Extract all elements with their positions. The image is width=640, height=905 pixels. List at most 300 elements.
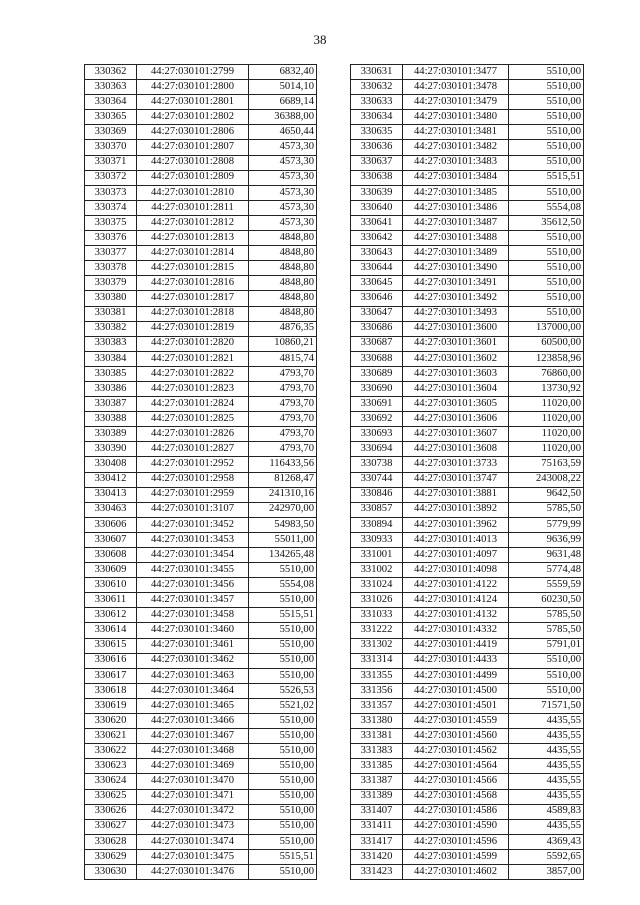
table-row (85, 457, 317, 472)
cadastral-value-cell: 5515,51 (249, 608, 317, 623)
table-row (85, 170, 317, 185)
cadastral-value-cell: 5785,50 (509, 608, 584, 623)
object-id-cell: 330618 (85, 683, 137, 698)
cadastral-value-cell: 5510,00 (249, 804, 317, 819)
cadastral-number-cell: 44:27:030101:3471 (137, 789, 249, 804)
object-id-cell: 330627 (85, 819, 137, 834)
object-id-cell: 330617 (85, 668, 137, 683)
cadastral-value-cell: 4369,43 (509, 834, 584, 849)
cadastral-number-cell: 44:27:030101:2811 (137, 200, 249, 215)
cadastral-value-cell: 11020,00 (509, 427, 584, 442)
table-row (85, 472, 317, 487)
cadastral-number-cell: 44:27:030101:3464 (137, 683, 249, 698)
object-id-cell: 330608 (85, 548, 137, 563)
table-row (351, 487, 584, 502)
object-id-cell: 330372 (85, 170, 137, 185)
object-id-cell: 331222 (351, 623, 403, 638)
cadastral-number-cell: 44:27:030101:4433 (403, 653, 509, 668)
cadastral-value-cell: 5510,00 (509, 668, 584, 683)
object-id-cell: 330363 (85, 80, 137, 95)
cadastral-value-cell: 4573,30 (249, 185, 317, 200)
cadastral-number-cell: 44:27:030101:3608 (403, 442, 509, 457)
cadastral-value-cell: 13730,92 (509, 381, 584, 396)
cadastral-value-cell: 4848,80 (249, 276, 317, 291)
table-row (351, 306, 584, 321)
cadastral-value-cell: 4435,55 (509, 819, 584, 834)
cadastral-number-cell: 44:27:030101:3492 (403, 291, 509, 306)
cadastral-number-cell: 44:27:030101:2824 (137, 397, 249, 412)
cadastral-number-cell: 44:27:030101:3480 (403, 110, 509, 125)
cadastral-number-cell: 44:27:030101:3460 (137, 623, 249, 638)
cadastral-value-cell: 4848,80 (249, 261, 317, 276)
cadastral-value-cell: 5510,00 (509, 231, 584, 246)
table-row (351, 155, 584, 170)
cadastral-number-cell: 44:27:030101:3462 (137, 653, 249, 668)
cadastral-number-cell: 44:27:030101:2802 (137, 110, 249, 125)
table-row (85, 593, 317, 608)
object-id-cell: 330630 (85, 864, 137, 879)
table-row (85, 744, 317, 759)
cadastral-number-cell: 44:27:030101:4124 (403, 593, 509, 608)
cadastral-number-cell: 44:27:030101:2825 (137, 412, 249, 427)
object-id-cell: 331033 (351, 608, 403, 623)
cadastral-number-cell: 44:27:030101:3490 (403, 261, 509, 276)
cadastral-value-cell: 4435,55 (509, 714, 584, 729)
object-id-cell: 331357 (351, 698, 403, 713)
object-id-cell: 330634 (351, 110, 403, 125)
cadastral-number-cell: 44:27:030101:2813 (137, 231, 249, 246)
cadastral-value-cell: 5510,00 (249, 638, 317, 653)
cadastral-value-cell: 81268,47 (249, 472, 317, 487)
cadastral-value-cell: 9636,99 (509, 532, 584, 547)
table-row (351, 231, 584, 246)
cadastral-value-cell: 5510,00 (249, 729, 317, 744)
table-row (85, 774, 317, 789)
cadastral-value-cell: 4435,55 (509, 774, 584, 789)
object-id-cell: 330382 (85, 321, 137, 336)
table-row (351, 683, 584, 698)
object-id-cell: 330633 (351, 95, 403, 110)
cadastral-number-cell: 44:27:030101:2820 (137, 336, 249, 351)
table-row (85, 653, 317, 668)
cadastral-value-cell: 5515,51 (509, 170, 584, 185)
table-row (351, 819, 584, 834)
table-row (85, 548, 317, 563)
object-id-cell: 330379 (85, 276, 137, 291)
object-id-cell: 330632 (351, 80, 403, 95)
table-row (85, 366, 317, 381)
table-row (351, 200, 584, 215)
cadastral-number-cell: 44:27:030101:2812 (137, 215, 249, 230)
cadastral-value-cell: 243008,22 (509, 472, 584, 487)
table-row (351, 291, 584, 306)
object-id-cell: 330619 (85, 698, 137, 713)
object-id-cell: 331423 (351, 864, 403, 879)
table-row (85, 261, 317, 276)
cadastral-value-cell: 5510,00 (509, 125, 584, 140)
table-row (351, 412, 584, 427)
object-id-cell: 330857 (351, 502, 403, 517)
cadastral-value-cell: 5510,00 (509, 683, 584, 698)
object-id-cell: 331355 (351, 668, 403, 683)
object-id-cell: 331001 (351, 548, 403, 563)
table-row (85, 849, 317, 864)
object-id-cell: 330373 (85, 185, 137, 200)
table-row (351, 351, 584, 366)
object-id-cell: 330389 (85, 427, 137, 442)
cadastral-number-cell: 44:27:030101:2817 (137, 291, 249, 306)
object-id-cell: 330622 (85, 744, 137, 759)
object-id-cell: 330643 (351, 246, 403, 261)
cadastral-number-cell: 44:27:030101:3602 (403, 351, 509, 366)
page-number: 38 (313, 32, 327, 47)
table-row (85, 487, 317, 502)
cadastral-value-cell: 5510,00 (509, 80, 584, 95)
object-id-cell: 330383 (85, 336, 137, 351)
cadastral-value-cell: 242970,00 (249, 502, 317, 517)
cadastral-value-cell: 6689,14 (249, 95, 317, 110)
object-id-cell: 330412 (85, 472, 137, 487)
cadastral-number-cell: 44:27:030101:2821 (137, 351, 249, 366)
right-table-body (351, 65, 584, 880)
cadastral-value-cell: 9631,48 (509, 548, 584, 563)
cadastral-number-cell: 44:27:030101:3604 (403, 381, 509, 396)
cadastral-number-cell: 44:27:030101:2827 (137, 442, 249, 457)
cadastral-value-cell: 5510,00 (509, 185, 584, 200)
object-id-cell: 330384 (85, 351, 137, 366)
cadastral-number-cell: 44:27:030101:3962 (403, 517, 509, 532)
left-cadastral-table (84, 64, 317, 880)
table-row (85, 95, 317, 110)
object-id-cell: 330413 (85, 487, 137, 502)
table-row (351, 427, 584, 442)
cadastral-number-cell: 44:27:030101:4500 (403, 683, 509, 698)
cadastral-value-cell: 5014,10 (249, 80, 317, 95)
table-row (351, 638, 584, 653)
cadastral-number-cell: 44:27:030101:3465 (137, 698, 249, 713)
cadastral-value-cell: 4793,70 (249, 381, 317, 396)
cadastral-value-cell: 5510,00 (249, 819, 317, 834)
cadastral-value-cell: 4589,83 (509, 804, 584, 819)
table-row (351, 80, 584, 95)
object-id-cell: 330624 (85, 774, 137, 789)
object-id-cell: 331389 (351, 789, 403, 804)
cadastral-value-cell: 5510,00 (509, 276, 584, 291)
table-row (85, 442, 317, 457)
cadastral-number-cell: 44:27:030101:3456 (137, 578, 249, 593)
table-row (85, 714, 317, 729)
object-id-cell: 331387 (351, 774, 403, 789)
object-id-cell: 330380 (85, 291, 137, 306)
table-row (85, 864, 317, 879)
cadastral-value-cell: 5791,01 (509, 638, 584, 653)
cadastral-value-cell: 55011,00 (249, 532, 317, 547)
cadastral-value-cell: 4848,80 (249, 231, 317, 246)
cadastral-number-cell: 44:27:030101:4332 (403, 623, 509, 638)
table-row (351, 578, 584, 593)
cadastral-number-cell: 44:27:030101:2799 (137, 65, 249, 80)
cadastral-value-cell: 5510,00 (249, 714, 317, 729)
cadastral-value-cell: 75163,59 (509, 457, 584, 472)
table-row (351, 759, 584, 774)
cadastral-number-cell: 44:27:030101:2822 (137, 366, 249, 381)
object-id-cell: 330686 (351, 321, 403, 336)
table-row (351, 729, 584, 744)
cadastral-number-cell: 44:27:030101:2816 (137, 276, 249, 291)
object-id-cell: 330693 (351, 427, 403, 442)
cadastral-value-cell: 5510,00 (509, 291, 584, 306)
table-row (351, 517, 584, 532)
table-row (351, 397, 584, 412)
cadastral-number-cell: 44:27:030101:3747 (403, 472, 509, 487)
object-id-cell: 330620 (85, 714, 137, 729)
cadastral-value-cell: 54983,50 (249, 517, 317, 532)
object-id-cell: 330639 (351, 185, 403, 200)
cadastral-number-cell: 44:27:030101:2807 (137, 140, 249, 155)
cadastral-number-cell: 44:27:030101:3458 (137, 608, 249, 623)
cadastral-number-cell: 44:27:030101:3485 (403, 185, 509, 200)
cadastral-number-cell: 44:27:030101:4499 (403, 668, 509, 683)
cadastral-number-cell: 44:27:030101:2818 (137, 306, 249, 321)
object-id-cell: 330387 (85, 397, 137, 412)
cadastral-number-cell: 44:27:030101:3477 (403, 65, 509, 80)
cadastral-value-cell: 5510,00 (509, 95, 584, 110)
cadastral-number-cell: 44:27:030101:3479 (403, 95, 509, 110)
table-row (351, 276, 584, 291)
cadastral-number-cell: 44:27:030101:3733 (403, 457, 509, 472)
table-row (351, 563, 584, 578)
table-row (85, 729, 317, 744)
cadastral-value-cell: 4793,70 (249, 442, 317, 457)
table-row (85, 427, 317, 442)
cadastral-number-cell: 44:27:030101:4566 (403, 774, 509, 789)
cadastral-value-cell: 5510,00 (249, 744, 317, 759)
object-id-cell: 330614 (85, 623, 137, 638)
cadastral-value-cell: 5510,00 (509, 246, 584, 261)
object-id-cell: 330647 (351, 306, 403, 321)
cadastral-number-cell: 44:27:030101:4013 (403, 532, 509, 547)
cadastral-value-cell: 5779,99 (509, 517, 584, 532)
cadastral-number-cell: 44:27:030101:3601 (403, 336, 509, 351)
object-id-cell: 331420 (351, 849, 403, 864)
table-row (85, 698, 317, 713)
object-id-cell: 330370 (85, 140, 137, 155)
table-row (351, 261, 584, 276)
cadastral-value-cell: 3857,00 (509, 864, 584, 879)
table-row (351, 548, 584, 563)
table-row (351, 246, 584, 261)
object-id-cell: 330625 (85, 789, 137, 804)
cadastral-value-cell: 4848,80 (249, 246, 317, 261)
cadastral-value-cell: 5510,00 (509, 155, 584, 170)
object-id-cell: 330635 (351, 125, 403, 140)
cadastral-number-cell: 44:27:030101:3455 (137, 563, 249, 578)
table-row (85, 200, 317, 215)
cadastral-number-cell: 44:27:030101:4097 (403, 548, 509, 563)
object-id-cell: 330381 (85, 306, 137, 321)
object-id-cell: 330609 (85, 563, 137, 578)
table-row (351, 849, 584, 864)
table-row (85, 532, 317, 547)
object-id-cell: 330615 (85, 638, 137, 653)
table-row (85, 140, 317, 155)
cadastral-number-cell: 44:27:030101:3483 (403, 155, 509, 170)
cadastral-number-cell: 44:27:030101:3467 (137, 729, 249, 744)
cadastral-number-cell: 44:27:030101:3107 (137, 502, 249, 517)
cadastral-value-cell: 5510,00 (249, 789, 317, 804)
table-row (85, 155, 317, 170)
cadastral-value-cell: 4573,30 (249, 170, 317, 185)
object-id-cell: 331383 (351, 744, 403, 759)
cadastral-number-cell: 44:27:030101:3478 (403, 80, 509, 95)
object-id-cell: 331417 (351, 834, 403, 849)
cadastral-value-cell: 11020,00 (509, 442, 584, 457)
cadastral-value-cell: 36388,00 (249, 110, 317, 125)
table-row (351, 457, 584, 472)
table-row (85, 321, 317, 336)
object-id-cell: 330376 (85, 231, 137, 246)
cadastral-number-cell: 44:27:030101:3470 (137, 774, 249, 789)
object-id-cell: 330606 (85, 517, 137, 532)
object-id-cell: 331002 (351, 563, 403, 578)
table-row (85, 517, 317, 532)
cadastral-value-cell: 5510,00 (249, 593, 317, 608)
cadastral-value-cell: 9642,50 (509, 487, 584, 502)
object-id-cell: 330646 (351, 291, 403, 306)
cadastral-number-cell: 44:27:030101:4419 (403, 638, 509, 653)
object-id-cell: 330611 (85, 593, 137, 608)
cadastral-number-cell: 44:27:030101:3452 (137, 517, 249, 532)
table-row (85, 804, 317, 819)
cadastral-number-cell: 44:27:030101:3466 (137, 714, 249, 729)
table-row (85, 397, 317, 412)
cadastral-number-cell: 44:27:030101:3487 (403, 215, 509, 230)
object-id-cell: 330628 (85, 834, 137, 849)
cadastral-value-cell: 4435,55 (509, 729, 584, 744)
table-row (351, 125, 584, 140)
cadastral-number-cell: 44:27:030101:2810 (137, 185, 249, 200)
cadastral-value-cell: 5559,59 (509, 578, 584, 593)
cadastral-number-cell: 44:27:030101:4560 (403, 729, 509, 744)
table-row (85, 563, 317, 578)
cadastral-value-cell: 5510,00 (249, 653, 317, 668)
table-row (85, 789, 317, 804)
cadastral-number-cell: 44:27:030101:3606 (403, 412, 509, 427)
cadastral-number-cell: 44:27:030101:3605 (403, 397, 509, 412)
object-id-cell: 330612 (85, 608, 137, 623)
cadastral-number-cell: 44:27:030101:4564 (403, 759, 509, 774)
object-id-cell: 330637 (351, 155, 403, 170)
object-id-cell: 330645 (351, 276, 403, 291)
object-id-cell: 331407 (351, 804, 403, 819)
table-row (351, 366, 584, 381)
object-id-cell: 331024 (351, 578, 403, 593)
table-row (351, 714, 584, 729)
table-row (85, 623, 317, 638)
object-id-cell: 330694 (351, 442, 403, 457)
cadastral-value-cell: 5521,02 (249, 698, 317, 713)
object-id-cell: 330623 (85, 759, 137, 774)
object-id-cell: 331026 (351, 593, 403, 608)
object-id-cell: 330364 (85, 95, 137, 110)
object-id-cell: 330390 (85, 442, 137, 457)
cadastral-value-cell: 4435,55 (509, 759, 584, 774)
cadastral-value-cell: 4573,30 (249, 200, 317, 215)
cadastral-number-cell: 44:27:030101:2800 (137, 80, 249, 95)
table-row (85, 608, 317, 623)
table-row (351, 532, 584, 547)
object-id-cell: 330365 (85, 110, 137, 125)
cadastral-value-cell: 5510,00 (509, 110, 584, 125)
cadastral-number-cell: 44:27:030101:3468 (137, 744, 249, 759)
object-id-cell: 330638 (351, 170, 403, 185)
cadastral-number-cell: 44:27:030101:2819 (137, 321, 249, 336)
cadastral-number-cell: 44:27:030101:4132 (403, 608, 509, 623)
cadastral-number-cell: 44:27:030101:3475 (137, 849, 249, 864)
cadastral-value-cell: 5510,00 (249, 834, 317, 849)
cadastral-value-cell: 123858,96 (509, 351, 584, 366)
cadastral-number-cell: 44:27:030101:2959 (137, 487, 249, 502)
cadastral-value-cell: 6832,40 (249, 65, 317, 80)
cadastral-number-cell: 44:27:030101:3461 (137, 638, 249, 653)
object-id-cell: 330688 (351, 351, 403, 366)
cadastral-number-cell: 44:27:030101:3892 (403, 502, 509, 517)
object-id-cell: 330691 (351, 397, 403, 412)
cadastral-number-cell: 44:27:030101:4562 (403, 744, 509, 759)
object-id-cell: 330689 (351, 366, 403, 381)
cadastral-value-cell: 5785,50 (509, 502, 584, 517)
cadastral-number-cell: 44:27:030101:4122 (403, 578, 509, 593)
cadastral-value-cell: 5785,50 (509, 623, 584, 638)
table-row (85, 502, 317, 517)
cadastral-value-cell: 4815,74 (249, 351, 317, 366)
table-row (85, 215, 317, 230)
cadastral-number-cell: 44:27:030101:2826 (137, 427, 249, 442)
table-row (85, 80, 317, 95)
cadastral-number-cell: 44:27:030101:3488 (403, 231, 509, 246)
cadastral-value-cell: 5515,51 (249, 849, 317, 864)
table-row (351, 698, 584, 713)
cadastral-value-cell: 5510,00 (249, 668, 317, 683)
cadastral-number-cell: 44:27:030101:4602 (403, 864, 509, 879)
cadastral-value-cell: 4793,70 (249, 412, 317, 427)
cadastral-value-cell: 4793,70 (249, 366, 317, 381)
cadastral-number-cell: 44:27:030101:2952 (137, 457, 249, 472)
cadastral-value-cell: 4876,35 (249, 321, 317, 336)
object-id-cell: 330744 (351, 472, 403, 487)
table-row (85, 276, 317, 291)
table-row (351, 336, 584, 351)
cadastral-number-cell: 44:27:030101:2808 (137, 155, 249, 170)
cadastral-value-cell: 137000,00 (509, 321, 584, 336)
cadastral-value-cell: 5510,00 (509, 261, 584, 276)
table-row (85, 65, 317, 80)
cadastral-number-cell: 44:27:030101:3493 (403, 306, 509, 321)
table-row (85, 381, 317, 396)
table-row (351, 744, 584, 759)
object-id-cell: 331411 (351, 819, 403, 834)
cadastral-number-cell: 44:27:030101:3491 (403, 276, 509, 291)
table-row (351, 442, 584, 457)
cadastral-value-cell: 60500,00 (509, 336, 584, 351)
cadastral-value-cell: 35612,50 (509, 215, 584, 230)
table-row (351, 95, 584, 110)
object-id-cell: 330636 (351, 140, 403, 155)
cadastral-number-cell: 44:27:030101:3469 (137, 759, 249, 774)
table-row (85, 185, 317, 200)
object-id-cell: 330690 (351, 381, 403, 396)
cadastral-number-cell: 44:27:030101:3607 (403, 427, 509, 442)
